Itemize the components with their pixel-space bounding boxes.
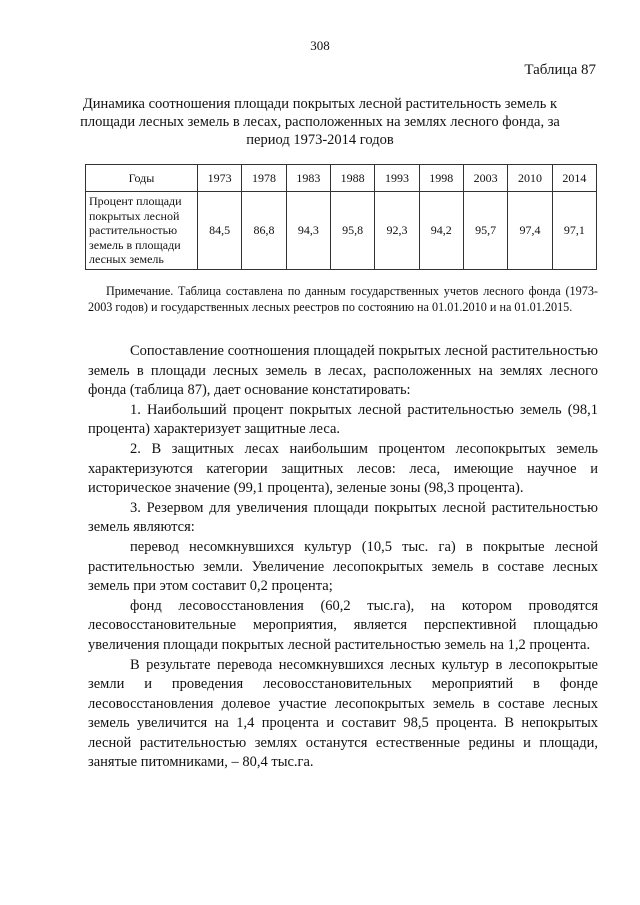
table-cell: 84,5 <box>198 192 242 270</box>
table-header-row <box>86 165 597 192</box>
table-cell: 95,7 <box>463 192 507 270</box>
table-cell: 94,3 <box>286 192 330 270</box>
header-year: 1988 <box>330 165 374 192</box>
header-year: 2014 <box>552 165 596 192</box>
data-table <box>85 164 597 270</box>
header-year: 1983 <box>286 165 330 192</box>
header-year: 2003 <box>463 165 507 192</box>
table-row <box>86 192 597 270</box>
table-cell: 94,2 <box>419 192 463 270</box>
header-year: 1993 <box>375 165 419 192</box>
header-years-label: Годы <box>86 165 198 192</box>
header-year: 2010 <box>508 165 552 192</box>
header-year: 1998 <box>419 165 463 192</box>
table-cell: 86,8 <box>242 192 286 270</box>
paragraph: 3. Резервом для увеличения площади покрытых лесной растительностью земель являются: <box>88 499 598 536</box>
table-note: Примечание. Таблица составлена по данным государственных учетов лесного фонда (1973-2003 годов) и государственных лесных реестров по состоянию на 01.01.2010 и на 01.01.2015. <box>88 284 598 314</box>
table-cell: 95,8 <box>330 192 374 270</box>
body-text <box>88 342 598 773</box>
table-cell: 97,4 <box>508 192 552 270</box>
table-cell: 92,3 <box>375 192 419 270</box>
paragraph: перевод несомкнувшихся культур (10,5 тыс. га) в покрытые лесной растительностью земли. Увеличение лесопокрытых земель в составе лесных земель при этом составит 0,2 процента; <box>88 538 598 595</box>
table-cell: 97,1 <box>552 192 596 270</box>
header-year: 1973 <box>198 165 242 192</box>
paragraph: 2. В защитных лесах наибольшим процентом лесопокрытых земель характеризуются категории защитных лесов: леса, имеющие научное и историческое значение (99,1 процента), зеленые зоны (98,3 процента). <box>88 440 598 497</box>
row-label: Процент площади покрытых лесной растительностью земель в площади лесных земель <box>86 192 198 270</box>
paragraph: Сопоставление соотношения площадей покрытых лесной растительностью земель в площади лесных земель в лесах, расположенных на землях лесного фонда (таблица 87), дает основание констатировать: <box>88 343 598 399</box>
header-year: 1978 <box>242 165 286 192</box>
page-number: 308 <box>310 38 330 53</box>
paragraph: 1. Наибольший процент покрытых лесной растительностью земель (98,1 процента) характеризует защитные леса. <box>88 401 598 438</box>
paragraph: В результате перевода несомкнувшихся лесных культур в лесопокрытые земли и проведения лесовосстановительных мероприятий в фонде лесовосстановления долевое участие лесопокрытых земель в составе лесных земель увеличится на 1,4 процента и составит 98,5 процента. В непокрытых лесной растительностью землях останутся естественные редины и площади, занятые питомниками, – 80,4 тыс.га. <box>88 656 598 771</box>
paragraph: фонд лесовосстановления (60,2 тыс.га), на котором проводятся лесовосстановительные мероприятия, является перспективной площадью увеличения площади покрытых лесной растительностью земель на 1,2 процента. <box>88 597 598 653</box>
table-label: Таблица 87 <box>524 62 596 78</box>
table-title: Динамика соотношения площади покрытых лесной растительность земель к площади лесных земель в лесах, расположенных на землях лесного фонда, за период 1973-2014 годов <box>80 96 560 148</box>
